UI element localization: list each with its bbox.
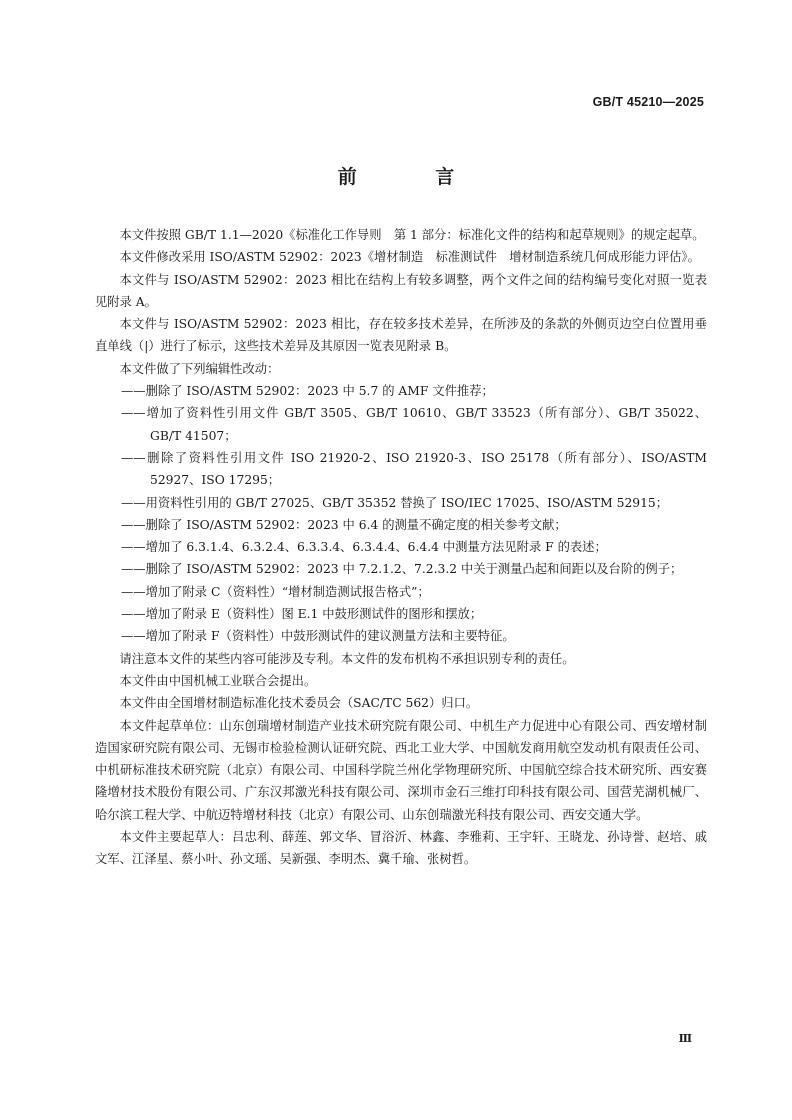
paragraph-structure-changes: 本文件与 ISO/ASTM 52902：2023 相比在结构上有较多调整，两个文件之间的结构编号变化对照一览表见附录 A。	[95, 272, 707, 309]
page-number: Ⅲ	[678, 1032, 692, 1045]
foreword-body	[95, 224, 707, 871]
list-item: ——用资料性引用的 GB/T 27025、GB/T 35352 替换了 ISO/IEC 17025、ISO/ASTM 52915；	[121, 495, 669, 510]
paragraph-drafting-organizations: 本文件起草单位：山东创瑞增材制造产业技术研究院有限公司、中机生产力促进中心有限公司、西安增材制造国家研究院有限公司、无锡市检验检测认证研究院、西北工业大学、中国航发商用航空发动机有限责任公司、中机研标准技术研究院（北京）有限公司、中国科学院兰州化学物理研究所、中国航空综合技术研究所、西安赛隆增材技术股份有限公司、广东汉邦激光科技有限公司、深圳市金石三维打印科技有限公司、国营芜湖机械厂、哈尔滨工程大学、中航迈特增材科技（北京）有限公司、山东创瑞激光科技有限公司、西安交通大学。	[95, 718, 707, 822]
list-item: ——增加了附录 F（资料性）中鼓形测试件的建议测量方法和主要特征。	[121, 629, 515, 644]
paragraph-drafting-basis: 本文件按照 GB/T 1.1—2020《标准化工作导则 第 1 部分：标准化文件的结构和起草规则》的规定起草。	[119, 228, 705, 242]
list-item: ——删除了 ISO/ASTM 52902：2023 中 5.7 的 AMF 文件推荐；	[121, 384, 494, 399]
page-title: 前 言	[337, 166, 491, 188]
list-item: ——增加了 6.3.1.4、6.3.2.4、6.3.3.4、6.3.4.4、6.4.4 中测量方法见附录 F 的表述；	[121, 540, 607, 555]
list-item: ——增加了附录 C（资料性）“增材制造测试报告格式”；	[121, 584, 430, 599]
paragraph-adoption: 本文件修改采用 ISO/ASTM 52902：2023《增材制造 标准测试件 增材制造系统几何成形能力评估》。	[119, 250, 700, 265]
paragraph-proposer: 本文件由中国机械工业联合会提出。	[119, 673, 317, 688]
list-item: ——删除了 ISO/ASTM 52902：2023 中 7.2.1.2、7.2.3.2 中关于测量凸起和间距以及台阶的例子；	[121, 562, 683, 577]
paragraph-editorial-intro: 本文件做了下列编辑性改动：	[119, 361, 280, 376]
paragraph-patent-notice: 请注意本文件的某些内容可能涉及专利。本文件的发布机构不承担识别专利的责任。	[119, 651, 575, 666]
paragraph-drafters: 本文件主要起草人：吕忠利、薛莲、郭文华、冒浴沂、林鑫、李雅莉、王宇轩、王晓龙、孙诗誉、赵培、戚文军、江泽星、蔡小叶、孙文瑶、吴新强、李明杰、冀千瑜、张树哲。	[95, 830, 707, 867]
paragraph-technical-committee: 本文件由全国增材制造标准化技术委员会（SAC/TC 562）归口。	[119, 696, 479, 711]
list-item: ——增加了附录 E（资料性）图 E.1 中鼓形测试件的图形和摆放；	[121, 607, 483, 622]
standard-number: GB/T 45210—2025	[592, 95, 704, 109]
list-item: ——删除了资料性引用文件 ISO 21920-2、ISO 21920-3、ISO 25178（所有部分）、ISO/ASTM 52927、ISO 17295；	[121, 450, 707, 488]
list-item: ——删除了 ISO/ASTM 52902：2023 中 6.4 的测量不确定度的相关参考文献；	[121, 517, 567, 532]
list-item: ——增加了资料性引用文件 GB/T 3505、GB/T 10610、GB/T 33523（所有部分）、GB/T 35022、GB/T 41507；	[121, 406, 707, 443]
paragraph-technical-differences: 本文件与 ISO/ASTM 52902：2023 相比，存在较多技术差异，在所涉及的条款的外侧页边空白位置用垂直单线（|）进行了标示，这些技术差异及其原因一览表见附录 B。	[95, 317, 707, 354]
